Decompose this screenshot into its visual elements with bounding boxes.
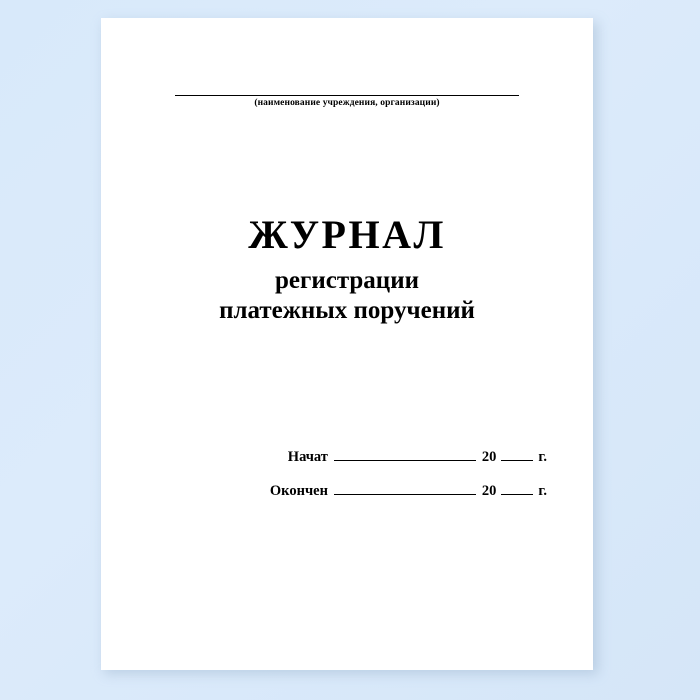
title-line-2: регистрации <box>274 267 420 294</box>
date-label-finished: Окончен <box>269 483 328 499</box>
year-prefix-finished: 20 <box>481 483 497 499</box>
organization-field <box>101 94 593 108</box>
year-write-line-finished <box>501 482 533 495</box>
dates-block <box>101 448 593 516</box>
organization-write-line <box>175 94 519 96</box>
date-label-started: Начат <box>287 449 328 465</box>
year-write-line-started <box>501 448 533 461</box>
year-suffix-finished: г. <box>538 483 547 499</box>
document-page <box>101 18 593 670</box>
title-main: ЖУРНАЛ <box>248 212 446 257</box>
date-row-finished <box>101 482 593 500</box>
year-prefix-started: 20 <box>481 449 497 465</box>
organization-caption: (наименование учреждения, организации) <box>254 98 440 108</box>
date-row-started <box>101 448 593 466</box>
page-title <box>101 214 593 325</box>
date-write-line-started <box>334 448 476 461</box>
date-write-line-finished <box>334 482 476 495</box>
year-suffix-started: г. <box>538 449 547 465</box>
title-line-3: платежных поручений <box>219 296 475 324</box>
